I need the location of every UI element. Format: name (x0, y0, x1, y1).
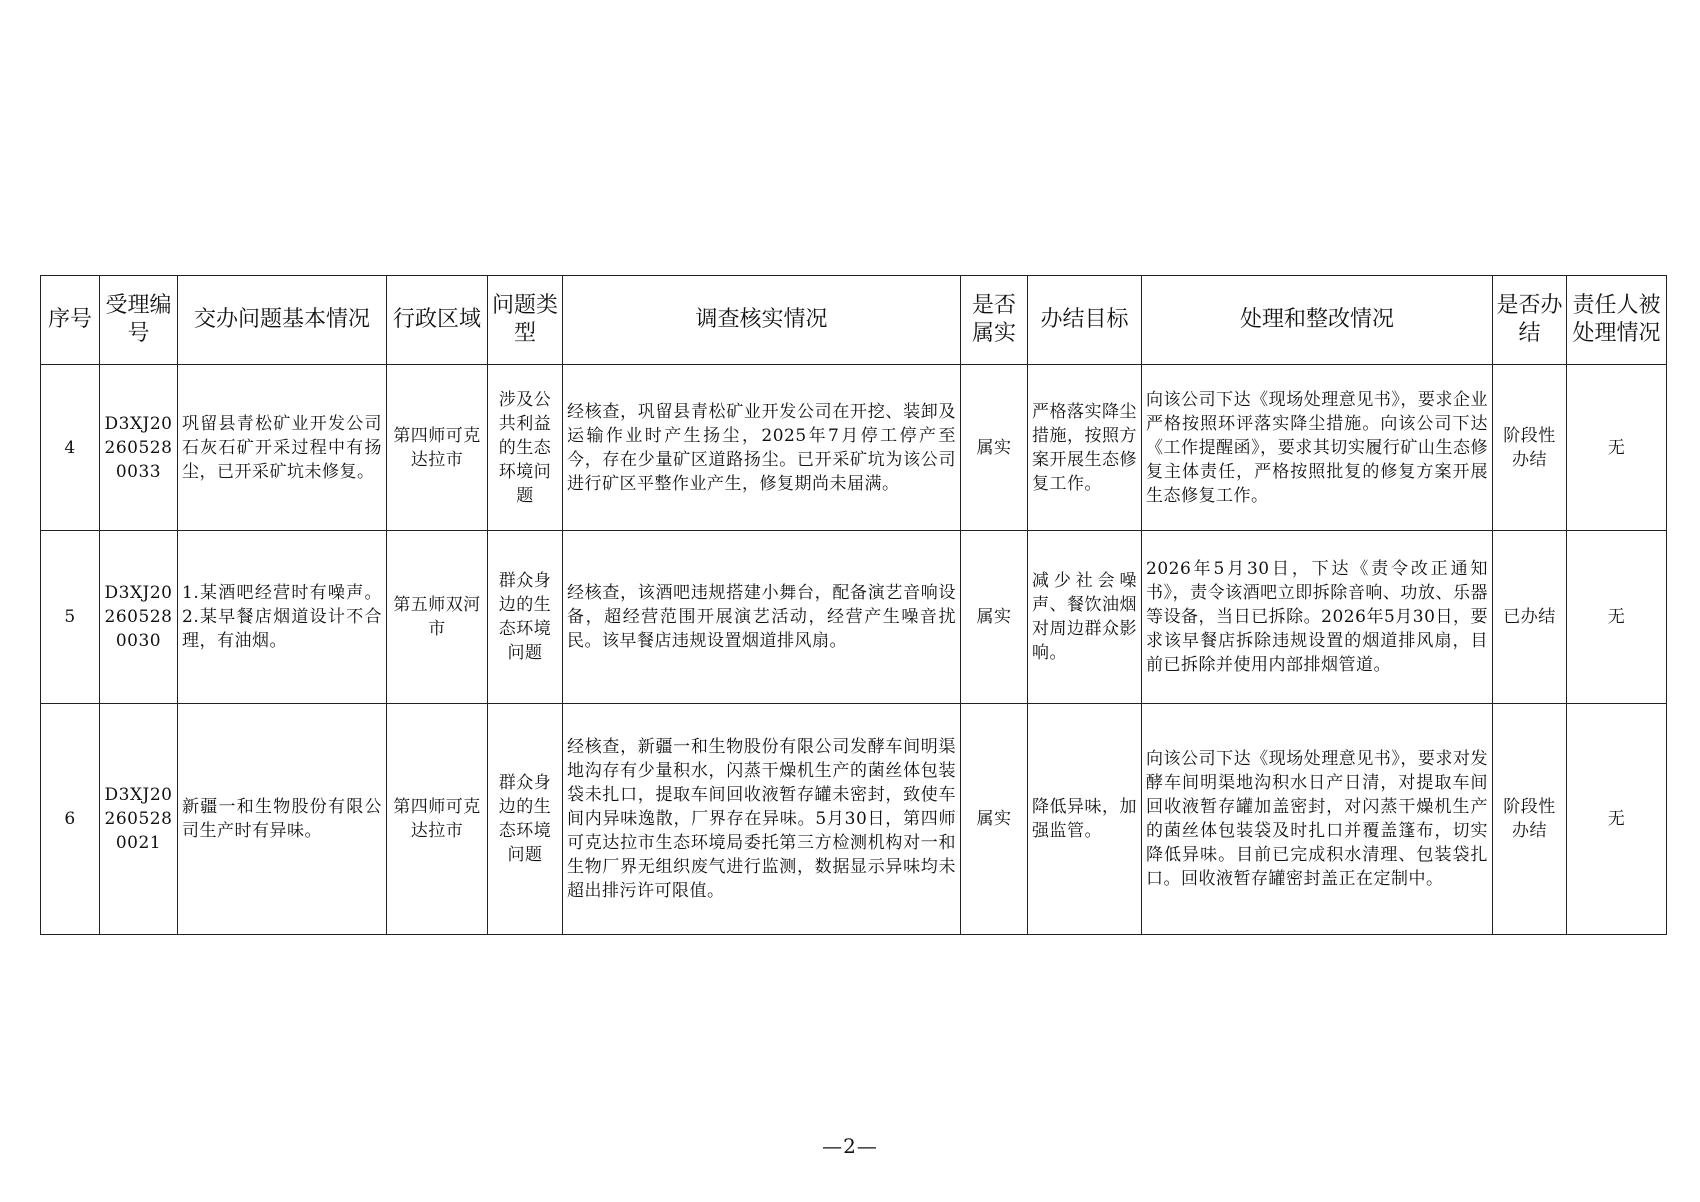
cell-type: 涉及公共利益的生态环境问题 (488, 365, 563, 531)
cell-id: D3XJ202605280033 (100, 365, 178, 531)
cell-seq: 6 (41, 704, 100, 935)
header-issue: 交办问题基本情况 (178, 276, 387, 365)
cell-handling: 向该公司下达《现场处理意见书》，要求企业严格按照环评落实降尘措施。向该公司下达《工作提醒函》，要求其切实履行矿山生态修复主体责任，严格按照批复的修复方案开展生态修复工作。 (1142, 365, 1493, 531)
cell-closed: 阶段性办结 (1493, 365, 1567, 531)
cell-investigation: 经核查，巩留县青松矿业开发公司在开挖、装卸及运输作业时产生扬尘，2025年7月停工停产至今，存在少量矿区道路扬尘。已开采矿坑为该公司进行矿区平整作业产生，修复期尚未届满。 (563, 365, 961, 531)
table-row (41, 365, 1667, 531)
cell-goal: 降低异味，加强监管。 (1028, 704, 1142, 935)
cell-closed: 已办结 (1493, 531, 1567, 704)
cell-verified: 属实 (961, 531, 1028, 704)
cell-seq: 5 (41, 531, 100, 704)
header-goal: 办结目标 (1028, 276, 1142, 365)
cell-seq: 4 (41, 365, 100, 531)
cell-type: 群众身边的生态环境问题 (488, 704, 563, 935)
header-handling: 处理和整改情况 (1142, 276, 1493, 365)
header-closed: 是否办结 (1493, 276, 1567, 365)
page-number: —2— (822, 1134, 878, 1158)
header-accountability: 责任人被处理情况 (1567, 276, 1667, 365)
cell-id: D3XJ202605280021 (100, 704, 178, 935)
cell-region: 第四师可克达拉市 (387, 704, 488, 935)
cell-region: 第五师双河市 (387, 531, 488, 704)
cell-verified: 属实 (961, 365, 1028, 531)
header-id: 受理编号 (100, 276, 178, 365)
cell-investigation: 经核查，该酒吧违规搭建小舞台，配备演艺音响设备，超经营范围开展演艺活动，经营产生噪音扰民。该早餐店违规设置烟道排风扇。 (563, 531, 961, 704)
table-row (41, 531, 1667, 704)
cell-accountability: 无 (1567, 531, 1667, 704)
cell-closed: 阶段性办结 (1493, 704, 1567, 935)
cell-goal: 减少社会噪声、餐饮油烟对周边群众影响。 (1028, 531, 1142, 704)
cell-issue: 巩留县青松矿业开发公司石灰石矿开采过程中有扬尘，已开采矿坑未修复。 (178, 365, 387, 531)
cell-goal: 严格落实降尘措施，按照方案开展生态修复工作。 (1028, 365, 1142, 531)
header-verified: 是否属实 (961, 276, 1028, 365)
cell-accountability: 无 (1567, 365, 1667, 531)
case-table (40, 275, 1667, 935)
header-region: 行政区域 (387, 276, 488, 365)
header-investigation: 调查核实情况 (563, 276, 961, 365)
header-type: 问题类型 (488, 276, 563, 365)
cell-id: D3XJ202605280030 (100, 531, 178, 704)
cell-issue: 新疆一和生物股份有限公司生产时有异味。 (178, 704, 387, 935)
table-row (41, 704, 1667, 935)
cell-handling: 2026年5月30日，下达《责令改正通知书》，责令该酒吧立即拆除音响、功放、乐器等设备，当日已拆除。2026年5月30日，要求该早餐店拆除违规设置的烟道排风扇，目前已拆除并使用内部排烟管道。 (1142, 531, 1493, 704)
cell-handling: 向该公司下达《现场处理意见书》，要求对发酵车间明渠地沟积水日产日清，对提取车间回收液暂存罐加盖密封，对闪蒸干燥机生产的菌丝体包装袋及时扎口并覆盖篷布，切实降低异味。目前已完成积水清理、包装袋扎口。回收液暂存罐密封盖正在定制中。 (1142, 704, 1493, 935)
cell-type: 群众身边的生态环境问题 (488, 531, 563, 704)
table-header-row (41, 276, 1667, 365)
cell-region: 第四师可克达拉市 (387, 365, 488, 531)
header-seq: 序号 (41, 276, 100, 365)
cell-verified: 属实 (961, 704, 1028, 935)
cell-issue: 1.某酒吧经营时有噪声。2.某早餐店烟道设计不合理，有油烟。 (178, 531, 387, 704)
cell-accountability: 无 (1567, 704, 1667, 935)
cell-investigation: 经核查，新疆一和生物股份有限公司发酵车间明渠地沟存有少量积水，闪蒸干燥机生产的菌丝体包装袋未扎口，提取车间回收液暂存罐未密封，致使车间内异味逸散，厂界存在异味。5月30日，第四师可克达拉市生态环境局委托第三方检测机构对一和生物厂界无组织废气进行监测，数据显示异味均未超出排污许可限值。 (563, 704, 961, 935)
